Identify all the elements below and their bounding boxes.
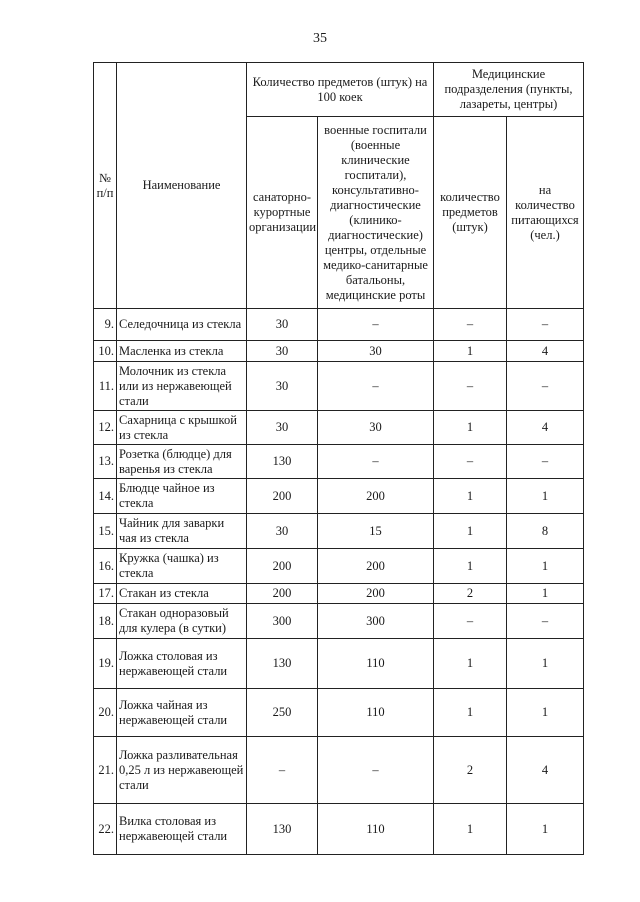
value-med-quantity: –: [434, 362, 507, 411]
item-name: Чайник для заварки чая из стекла: [117, 514, 247, 549]
value-military: 300: [318, 604, 434, 639]
value-med-quantity: 1: [434, 341, 507, 362]
page-number: 35: [313, 31, 327, 46]
value-sanatorium: –: [247, 737, 318, 804]
value-med-per-person: 8: [507, 514, 584, 549]
value-med-quantity: 1: [434, 479, 507, 514]
value-med-per-person: –: [507, 604, 584, 639]
item-name: Ложка столовая из нержавеющей стали: [117, 639, 247, 689]
value-sanatorium: 130: [247, 445, 318, 479]
value-military: 200: [318, 479, 434, 514]
header-military: военные госпитали (военные клинические госпитали), консультативно-диагностические (клинико-диагностические) центры, отдельные медико-санитарные батальоны, медицинские роты: [318, 117, 434, 309]
value-med-quantity: 1: [434, 514, 507, 549]
table-row: [94, 604, 584, 639]
row-number: 21.: [94, 737, 117, 804]
value-sanatorium: 30: [247, 341, 318, 362]
value-med-per-person: –: [507, 309, 584, 341]
value-med-quantity: –: [434, 604, 507, 639]
value-med-quantity: 2: [434, 737, 507, 804]
row-number: 15.: [94, 514, 117, 549]
row-number: 9.: [94, 309, 117, 341]
value-military: 30: [318, 411, 434, 445]
header-name: Наименование: [117, 63, 247, 309]
row-number: 18.: [94, 604, 117, 639]
supplies-table: [93, 62, 584, 855]
item-name: Молочник из стекла или из нержавеющей стали: [117, 362, 247, 411]
value-med-quantity: –: [434, 309, 507, 341]
row-number: 11.: [94, 362, 117, 411]
table-row: [94, 411, 584, 445]
value-med-per-person: 4: [507, 411, 584, 445]
value-med-quantity: –: [434, 445, 507, 479]
value-sanatorium: 30: [247, 362, 318, 411]
table-row: [94, 479, 584, 514]
value-med-quantity: 1: [434, 804, 507, 855]
table-row: [94, 584, 584, 604]
table-row: [94, 309, 584, 341]
value-military: 200: [318, 584, 434, 604]
value-med-per-person: –: [507, 362, 584, 411]
value-military: 110: [318, 689, 434, 737]
row-number: 20.: [94, 689, 117, 737]
table-row: [94, 341, 584, 362]
value-med-per-person: –: [507, 445, 584, 479]
table-row: [94, 737, 584, 804]
value-military: –: [318, 362, 434, 411]
value-med-quantity: 1: [434, 639, 507, 689]
item-name: Розетка (блюдце) для варенья из стекла: [117, 445, 247, 479]
value-sanatorium: 30: [247, 514, 318, 549]
value-med-per-person: 1: [507, 584, 584, 604]
table-row: [94, 549, 584, 584]
value-sanatorium: 300: [247, 604, 318, 639]
value-sanatorium: 200: [247, 479, 318, 514]
item-name: Сахарница с крышкой из стекла: [117, 411, 247, 445]
header-med-quantity: количество предметов (штук): [434, 117, 507, 309]
value-med-quantity: 1: [434, 549, 507, 584]
value-med-per-person: 4: [507, 341, 584, 362]
header-med-per-person: на количество питающихся (чел.): [507, 117, 584, 309]
value-military: –: [318, 309, 434, 341]
item-name: Стакан одноразовый для кулера (в сутки): [117, 604, 247, 639]
header-group-medical: Медицинские подразделения (пункты, лазареты, центры): [434, 63, 584, 117]
value-med-per-person: 1: [507, 804, 584, 855]
header-sanatorium: санаторно-курортные организации: [247, 117, 318, 309]
row-number: 22.: [94, 804, 117, 855]
value-med-per-person: 4: [507, 737, 584, 804]
table-row: [94, 445, 584, 479]
value-military: –: [318, 445, 434, 479]
value-sanatorium: 200: [247, 549, 318, 584]
table-row: [94, 689, 584, 737]
value-military: 30: [318, 341, 434, 362]
item-name: Блюдце чайное из стекла: [117, 479, 247, 514]
value-military: 110: [318, 804, 434, 855]
header-num: № п/п: [94, 63, 117, 309]
value-med-per-person: 1: [507, 549, 584, 584]
value-sanatorium: 30: [247, 411, 318, 445]
item-name: Ложка разливательная 0,25 л из нержавеющей стали: [117, 737, 247, 804]
row-number: 13.: [94, 445, 117, 479]
item-name: Вилка столовая из нержавеющей стали: [117, 804, 247, 855]
value-military: 110: [318, 639, 434, 689]
item-name: Стакан из стекла: [117, 584, 247, 604]
row-number: 19.: [94, 639, 117, 689]
table-row: [94, 514, 584, 549]
value-sanatorium: 130: [247, 804, 318, 855]
value-med-per-person: 1: [507, 639, 584, 689]
value-military: 15: [318, 514, 434, 549]
row-number: 17.: [94, 584, 117, 604]
value-sanatorium: 250: [247, 689, 318, 737]
item-name: Ложка чайная из нержавеющей стали: [117, 689, 247, 737]
value-military: 200: [318, 549, 434, 584]
item-name: Масленка из стекла: [117, 341, 247, 362]
row-number: 16.: [94, 549, 117, 584]
value-sanatorium: 130: [247, 639, 318, 689]
value-sanatorium: 200: [247, 584, 318, 604]
item-name: Кружка (чашка) из стекла: [117, 549, 247, 584]
table-row: [94, 639, 584, 689]
value-med-quantity: 2: [434, 584, 507, 604]
value-med-per-person: 1: [507, 689, 584, 737]
table-row: [94, 362, 584, 411]
row-number: 10.: [94, 341, 117, 362]
value-med-quantity: 1: [434, 689, 507, 737]
header-group-quantity: Количество предметов (штук) на 100 коек: [247, 63, 434, 117]
row-number: 14.: [94, 479, 117, 514]
header-row-group: [94, 63, 584, 117]
value-sanatorium: 30: [247, 309, 318, 341]
item-name: Селедочница из стекла: [117, 309, 247, 341]
row-number: 12.: [94, 411, 117, 445]
value-med-per-person: 1: [507, 479, 584, 514]
value-military: –: [318, 737, 434, 804]
value-med-quantity: 1: [434, 411, 507, 445]
table-row: [94, 804, 584, 855]
